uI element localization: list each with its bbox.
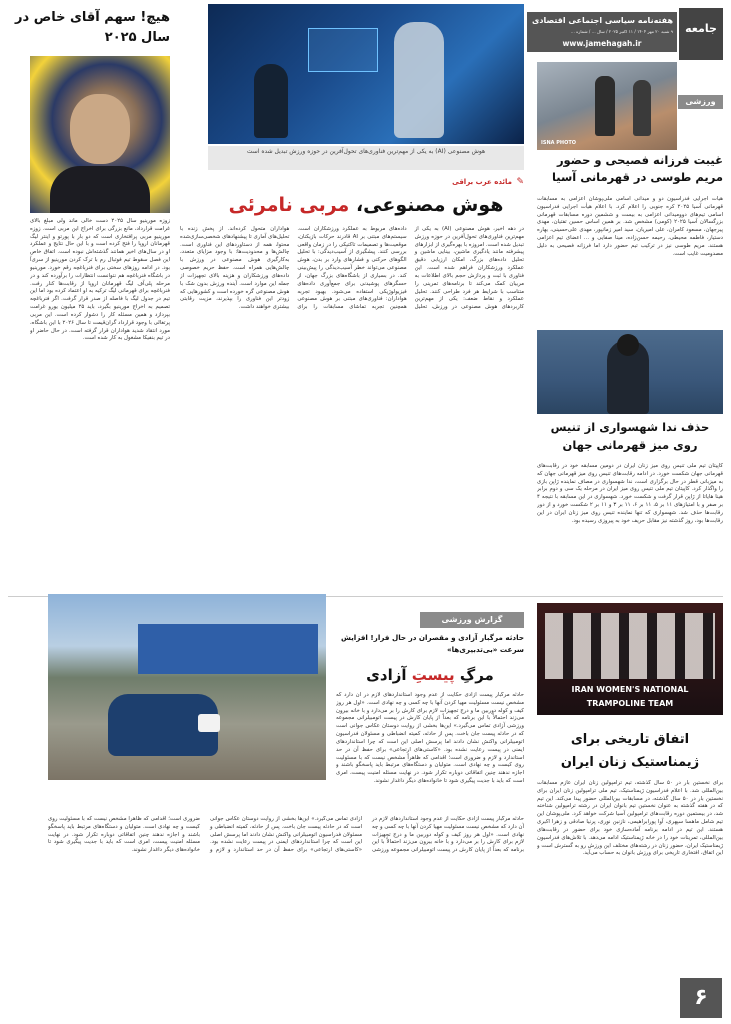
masthead [527, 8, 723, 60]
data-screen [308, 28, 378, 72]
report-headline-part1: مرگِ [454, 666, 494, 684]
report-headline-part3: آزادی [366, 666, 407, 684]
ai-body: در دهه اخیر، هوش مصنوعی (AI) به یکی از مهم‌ترین فناوری‌های تحول‌آفرین در حوزه ورزش تبدیل شده است. امروزه با بهره‌گیری از ابزارهای پیشرفته مانند یادگیری ماشین، بینایی ماشین و تحلیل داده‌های بزرگ، امکان ارزیابی دقیق عملکرد ورزشکاران فراهم شده است. این فناوری با ثبت و پردازش حجم بالای اطلاعات به مربیان کمک می‌کند تا برنامه‌های تمرینی را متناسب با شرایط هر فرد طراحی کنند. تحلیل عملکرد و نقاط ضعف: یکی از مهم‌ترین کاربردهای هوش مصنوعی در ورزش، تحلیل داده‌های مربوط به عملکرد ورزشکاران است. سیستم‌های مبتنی بر AI قادرند حرکات بازیکنان، موقعیت‌ها و تصمیمات تاکتیکی را در زمان واقعی بررسی کنند. پیشگیری از آسیب‌دیدگی: با تحلیل الگوهای حرکتی و فشارهای وارد بر بدن، هوش مصنوعی می‌تواند خطر آسیب‌دیدگی را پیش‌بینی کند. در بسیاری از باشگاه‌های بزرگ جهان، از حسگرهای پوشیدنی برای جمع‌آوری داده‌های فیزیولوژیکی استفاده می‌شود. بهبود تجربه هواداران: فناوری‌های مبتنی بر هوش مصنوعی همچنین تجربه تماشای مسابقات را برای هواداران متحول کرده‌اند. از پخش زنده با تحلیل‌های آماری تا پیشنهادهای شخصی‌سازی‌شده محتوا، همه از دستاوردهای این فناوری است. چالش‌ها و محدودیت‌ها: با وجود مزایای متعدد، به‌کارگیری هوش مصنوعی در ورزش با چالش‌هایی همراه است. حفظ حریم خصوصی داده‌های ورزشکاران و هزینه بالای تجهیزات از جمله این موارد است. آینده ورزش بدون شک با هوش مصنوعی گره خورده است و کشورهایی که زودتر این فناوری را بپذیرند، مزیت رقابتی بیشتری خواهند داشت. [180, 226, 524, 311]
page-number-badge [680, 978, 722, 1018]
tabletennis-headline: حذف ندا شهسواری از تنیس روی میز قهرمانی جهان [550, 420, 710, 453]
report-kicker: حادثه مرگبار آزادی و مقصران در حال فرار! افزایش سرعت «بی‌تدبیری‌ها» [340, 633, 524, 654]
report-body-columns: حادثه مرگبار پیست آزادی حکایت از عدم وجود استانداردهای لازم در آن دارد که مشخص نیست مسئولیت مهیا کردن آنها با چه کسی و چه نهادی است. «اول هر روز کیف و کوله دوربین ما و درج تجهیزات لازم برای کارش را بر می‌دارد و با خانه بیرون می‌زند احتمالاً با این برنامه که بعداً از پایان کارش در پیست اتومبیلرانی مجموعه ورزشی آزادی تماس می‌گیرد.» این‌ها بخشی از روایت دوستان عکاس جوانی است که در حادثه پیست جان باخت. پس از حادثه، کمیته انضباطی و مسئولان فدراسیون اتومبیلرانی واکنش نشان دادند اما پرسش اصلی این است که چرا استانداردهای ایمنی در پیست رعایت نشده بود. «کاستی‌های ارتجاعی» برای حفظ آن در حد استاندارد و لازم و ضروری است؛ اقدامی که ظاهراً مشخص نیست که با مسئولیت روی کیست و چه نهادی است. متولیان و دستگاه‌های مرتبط باید پاسخگو باشند و اجازه ندهند چنین اتفاقاتی دوباره تکرار شود. در نهایت مسئله امنیت پیست، امری است که باید با جدیت پیگیری شود تا خانواده‌های دیگر داغدار نشوند. [48, 816, 524, 854]
mourinho-photo [30, 56, 170, 213]
robot-figure [394, 22, 444, 138]
crash-photo [48, 594, 326, 780]
tabletennis-body: کاپیتان تیم ملی تنیس روی میز زنان ایران در دومین مسابقه خود در رقابت‌های قهرمانی جهان شکست خورد. در ادامه رقابت‌های تنیس روی میز قهرمانی جهان که به میزبانی قطر در حال برگزاری است، ندا شهسواری در مصاف نماینده ژاپن بازی را واگذار کرد. کاپیتان تیم ملی تنیس روی میز ایران در مرحله یک سی و دوم برابر هینا هایاتا از ژاپن قرار گرفت و شکست خورد. شهسواری در این مسابقه با نتیجه ۴ بر صفر و با امتیازهای ۱۱ بر ۵، ۱۱ بر ۶، ۱۱ بر ۳ و ۱۱ بر ۲ شکست خورد و از دور رقابت‌ها حذف شد. شهسواری که تنها نماینده تنیس روی میز زنان ایران در این رقابت‌ها بود، روز گذشته نیز مقابل حریف خود به پیروزی رسیده بود. [537, 463, 723, 524]
asia-photo-credit: ISNA PHOTO [541, 140, 577, 146]
report-headline [336, 662, 524, 688]
trampoline-body: برای نخستین بار در ۵۰ سال گذشته، تیم ترامپولین زنان ایران عازم مسابقات بین‌المللی شد. با اعلام فدراسیون ژیمناستیک، تیم ملی ترامپولین زنان ایران برای نخستین بار در ۵۰ سال گذشته، در مسابقات بین‌المللی حضور پیدا می‌کند. این تیم که در هفته گذشته به عنوان نخستین تیم بانوان ایران در رشته ترامپولین شناخته شد، در بیستمین دوره رقابت‌های ترامپولین آسیا شرکت خواهد کرد. ملی‌پوشان این تیم شامل ماهسا سپهری، آوا پورابراهیمی، نازنین نوری، پرنیا صادقی و زهرا اکبری هستند. این تیم در ادامه برنامه آماده‌سازی خود برای حضور در رقابت‌های بین‌المللی، تمرینات خود را در خانه ژیمناستیک ادامه می‌دهد. با تلاش‌های فدراسیون ژیمناستیک ایران، حضور زنان در رشته‌های مختلف این ورزش رو به گسترش است و این اتفاق، افتخاری تاریخی برای ورزش بانوان به حساب می‌آید. [537, 780, 723, 857]
tabletennis-photo [537, 330, 723, 414]
ai-headline-part1: هوش مصنوعی، [349, 194, 504, 216]
section-tab-report: گزارش ورزشی [420, 612, 524, 628]
ai-author-row [380, 176, 524, 188]
building [138, 624, 318, 674]
trampoline-headline: اتفاق تاریخی برای ژیمناستیک زنان ایران [560, 732, 700, 771]
logo-text: جامعه [685, 22, 717, 35]
asia-body: هیأت اجرایی فدراسیون دو و میدانی اسامی ملی‌پوشان اعزامی به مسابقات قهرمانی آسیا ۲۰۲۵ کره جنوبی را اعلام کرد. با اعلام هیأت اجرایی فدراسیون اسامی تیم‌های دوومیدانی اعزامی به بیست و ششمین دوره مسابقات قهرمانی بزرگسالان آسیا ۲۰۲۵ (کومی) مشخص شد. بر همین اساس حسین تفتیان، مهدی پیرجهان، مسعود کامران، علی امیریان، سید امیر زمانپور، مهدی علی‌حسینی، بهاره دستیار، فاطمه محیطی، رحیمه حسن‌زاده، مینا صفایی و ... اعضای تیم اعزامی هستند. مریم طوسی نیز در ترکیب تیم حضور دارد اما فرزانه فصیحی به دلیل مصدومیت غایب است. [537, 196, 723, 257]
trampoline-photo [537, 603, 723, 715]
asia-headline: غیبت فرزانه فصیحی و حضور مریم طوسی در قهرمانی آسیا [551, 153, 723, 185]
ai-headline [208, 190, 524, 220]
masthead-title: هفته‌نامه سیاسی اجتماعی اقتصادی [532, 16, 673, 25]
ai-photo [208, 4, 524, 144]
section-tab-sports: ورزشی [678, 95, 723, 109]
ai-headline-part2: مربی نامرئی [228, 194, 350, 216]
mourinho-headline: هیچ! سهم آقای خاص در سال ۲۰۲۵ [15, 10, 170, 46]
runner-figure [595, 76, 615, 136]
masthead-dateline: ۹ شنبه ۲۰ مهر ۱۴۰۴ / ۱۱ اکتبر ۲۰۲۵ / سال ... / شماره ... [570, 29, 673, 34]
athlete-row [545, 613, 715, 679]
analyst-figure [254, 64, 288, 138]
mourinho-face [70, 94, 130, 164]
trampoline-banner: IRAN WOMEN'S NATIONAL TRAMPOLINE TEAM [571, 685, 689, 708]
runner-figure [633, 80, 651, 136]
car-number [198, 714, 220, 732]
masthead-logo [679, 8, 723, 60]
mourinho-jacket [50, 166, 150, 213]
masthead-url[interactable]: www.jamehagah.ir [562, 39, 642, 48]
page-number: ۶ [694, 985, 708, 1010]
ai-author: مائده عرب براقی [452, 178, 512, 186]
ai-caption: هوش مصنوعی (AI) به یکی از مهم‌ترین فناوری‌های تحول‌آفرین در حوزه ورزش تبدیل شده است [208, 146, 524, 170]
player-head [617, 334, 639, 356]
asia-photo [537, 62, 677, 150]
report-body-top: حادثه مرگبار پیست آزادی حکایت از عدم وجود استانداردهای لازم در آن دارد که مشخص نیست مسئولیت مهیا کردن آنها با چه کسی و چه نهادی است. «اول هر روز کیف و کوله دوربین ما و درج تجهیزات لازم برای کارش را بر می‌دارد و با خانه بیرون می‌زند احتمالاً با این برنامه که بعداً از پایان کارش در پیست اتومبیلرانی مجموعه ورزشی آزادی تماس می‌گیرد.» این‌ها بخشی از روایت دوستان عکاس جوانی است که در حادثه پیست جان باخت. پس از حادثه، کمیته انضباطی و مسئولان فدراسیون اتومبیلرانی واکنش نشان دادند اما پرسش اصلی این است که چرا استانداردهای ایمنی در پیست رعایت نشده بود. «کاستی‌های ارتجاعی» برای حفظ آن در حد استاندارد و لازم و ضروری است؛ اقدامی که ظاهراً مشخص نیست که با مسئولیت روی کیست و چه نهادی است. متولیان و دستگاه‌های مرتبط باید پاسخگو باشند و اجازه ندهند چنین اتفاقاتی دوباره تکرار شود. در نهایت مسئله امنیت پیست، امری است که باید با جدیت پیگیری شود تا خانواده‌های دیگر داغدار نشوند. [336, 692, 524, 785]
report-headline-part2: پیستِ [411, 666, 455, 684]
mourinho-body: زوزه مورینیو سال ۲۰۲۵ دست خالی ماند ولی مبلغ بالای غرامت قرارداد، مانع بزرگی برای اخراج این مربی است. زوزه مورینیو مربی پرافتخاری است که دو بار با پورتو و اینتر لیگ قهرمانان اروپا را فتح کرده است و با این حال نتایج و عملکرد او در سال‌های اخیر همانند گذشته‌اش نبوده است. اتفاق خاص این فصل سقوط تیم فوتبال رم با ترک کردن مورینیو از سری‌آ بود. در ادامه روزهای سختی برای فنرباغچه رقم خورد. مورینیو در باشگاه فنرباغچه هم نتوانست انتظارات را برآورده کند و در مرحله پلی‌آف لیگ قهرمانان اروپا از رقابت‌ها کنار رفت. فنرباغچه برای قهرمانی لیگ ترکیه به او اعتماد کرده بود اما این تیم در جدول لیگ با فاصله از صدر قرار گرفت. اگر فنرباغچه تصمیم به اخراج مورینیو بگیرد، باید ۲۵ میلیون یورو غرامت بپردازد و همین مسئله کار را دشوار کرده است. این مربی پرتغالی با وجود قرارداد گران‌قیمت تا سال ۲۰۲۶ با این باشگاه، مورد انتقاد شدید هواداران قرار گرفته است. در حال حاضر او در تیم بنفیکا مشغول به کار شده است. [30, 218, 170, 342]
pen-icon: ✎ [516, 177, 524, 187]
